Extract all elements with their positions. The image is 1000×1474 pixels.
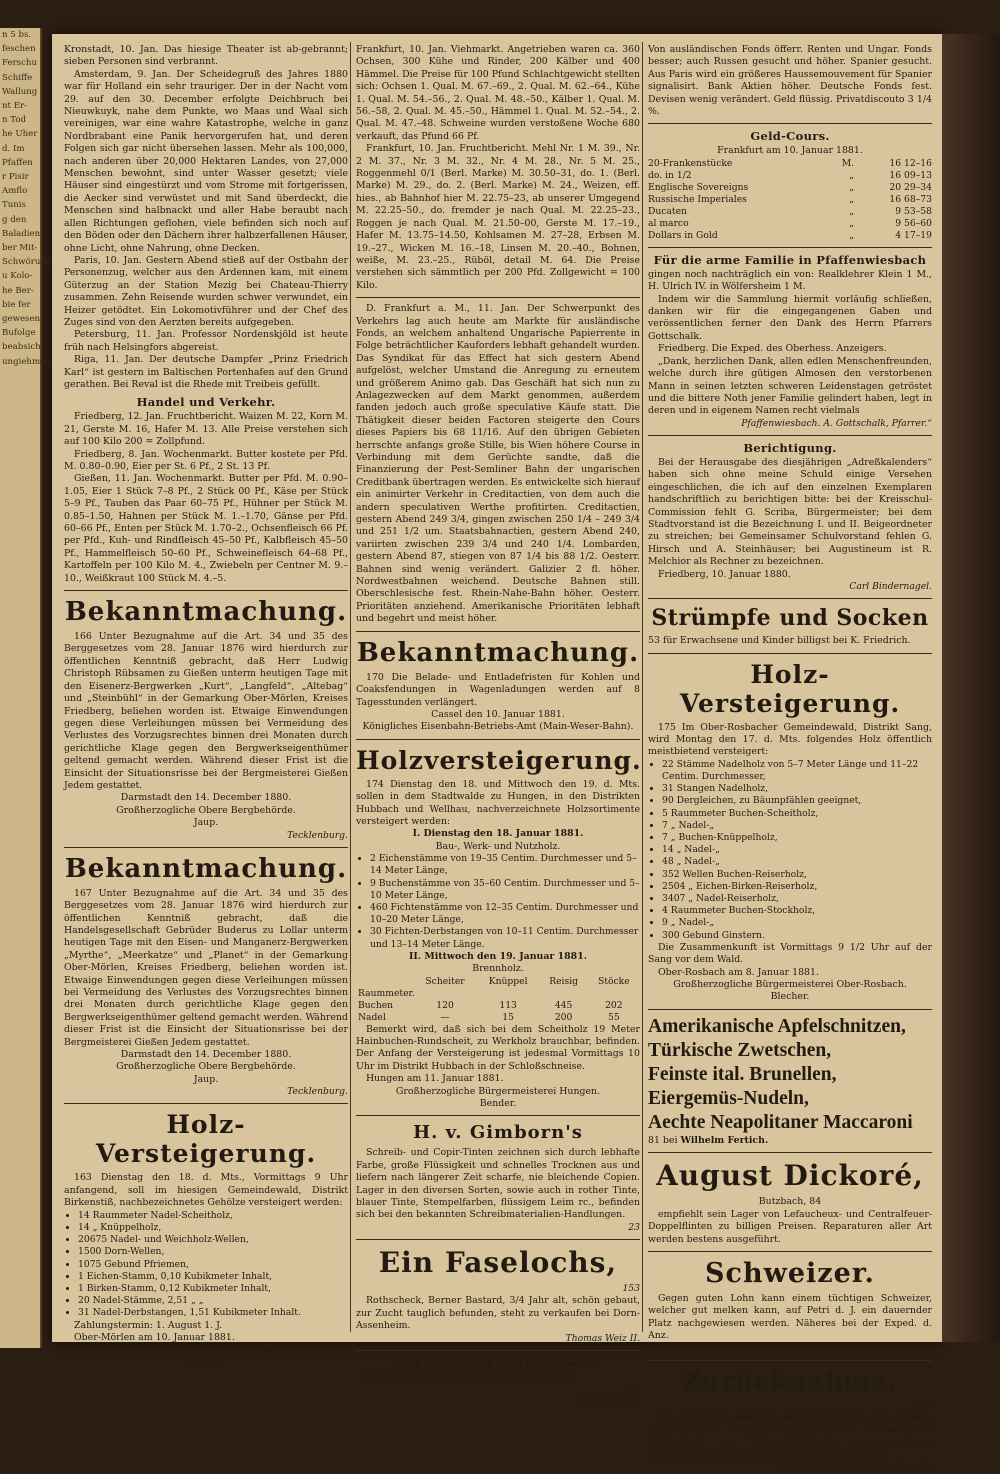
auction-heading: Holzversteigerung.: [356, 745, 642, 775]
table-row: [648, 194, 932, 206]
table-cell: „: [849, 169, 855, 181]
list-item: • 31 Stangen Nadelholz,: [662, 783, 932, 795]
ad-signature: Anton König.: [579, 1396, 640, 1408]
notice-heading: Bekanntmachung.: [64, 853, 348, 884]
margin-fragment: he Ber-: [2, 285, 34, 296]
list-item: • 20675 Nadel- und Weichholz-Wellen,: [78, 1234, 348, 1246]
table-cell: 20 29–34: [889, 181, 932, 193]
notice-authority: Großherzogliche Obere Bergbehörde.: [116, 1061, 296, 1073]
ad-body: (Erstling) ist zu verkaufen bei Ober-Mörlen.: [366, 1371, 576, 1383]
table-cell: „: [849, 193, 855, 205]
auction-name: Bender.: [479, 1098, 517, 1110]
notice-heading: Bekanntmachung.: [64, 597, 348, 628]
notice-date: Darmstadt den 14. December 1880.: [120, 1049, 292, 1061]
market-report: Frankfurt, 10. Jan. Viehmarkt. Angetrieben waren ca. 360 Ochsen, 300 Kühe und Rinder, 200 Kälber und 400 Hämmel. Die Preise für 100 Pfund Schlachtgewicht stellten sich: Ochsen 1. Qual. M. 67.–69., 2. Qual. M. 62.–64., Kühe 1. Qual. M. 54.–56., 2. Qual. M. 48.–50., Kälber 1. Qual. M. 56.–58, 2. Qual. M. 45.–50., Hämmel 1. Qual. M. 52.–54., 2. Qual. M. 47.–48. Schweine wurden verstoßene Woche 680 verkauft, das Pfund 66 Pf.: [356, 44, 640, 142]
table-unit: Raummeter.: [358, 987, 415, 999]
market-report: D. Frankfurt a. M., 11. Jan. Der Schwerpunkt des Verkehrs lag auch heute am Markte für ausländische Fonds, an welchem anhaltend Ungarische Papierrente in Folge beträchtlicher Kauforders lebhaft gehandelt wurden. Das Syndikat für das Effect hat sich gestern Abend aufgelöst, welcher Umstand die Anregung zu erneutem und größerem Animo gab. Das Geschäft hat sich nun zu Anlagezwecken auf dem Markt genommen, außerdem fanden jedoch auch große speculative Käufe statt. Die Thätigkeit dieser beiden Factoren steigerte den Cours dieses Papiers bis 68 11/16. Auf den übrigen Gebieten herrschte anfangs große Stille, bis Wien höhere Course in Verbindung mit dem Gerüchte sandte, daß die Finanzierung der Pest-Semliner Bahn der ungarischen Creditbank übertragen werden. Es entwickelte sich hierauf ein animirter Verkehr in Creditactien, von dem auch die andern speculativen Werthe profitirten. Creditactien, gestern Abend 249 3/4, gingen zwischen 250 1/4 – 249 3/4 und 251 1/2 um. Staatsbahnactien, gestern Abend 240, variirten zwischen 239 3/4 und 240 1/4. Lombarden, gestern Abend 87, stiegen von 87 1/4 bis 88 1/2. Oesterr. Bahnen sind wenig verändert. Galizier 2 fl. höher. Nordwestbahnen weichend. Deutsche Bahnen still. Oberschlesische fest. Rhein-Nahe-Bahn höher. Oesterr. Prioritäten anziehend. Amerikanische Prioritäten lebhaft und begehrt und meist höher.: [356, 303, 640, 625]
table-cell: do. in 1/2: [648, 169, 692, 181]
divider: [64, 1103, 348, 1104]
list-item: • 22 Stämme Nadelholz von 5–7 Meter Länge und 11–22 Centim. Durchmesser,: [662, 759, 932, 783]
table-header-row: [356, 976, 640, 988]
auction-body: 163 Dienstag den 18. d. Mts., Vormittags 9 Uhr anfangend, soll im hiesigen Gemeindewald, Distrikt Birkenstiß, nachbezeichnetes Gehölze versteigert werden:: [64, 1172, 348, 1209]
list-item: • 5 Raummeter Buchen-Scheitholz,: [662, 808, 932, 820]
ad-heading: Ein Faselochs,: [378, 1246, 618, 1280]
margin-fragment: Schwörung: [2, 257, 52, 268]
notice-name: Jaup.: [193, 1073, 219, 1085]
margin-fragment: bie fer: [2, 299, 31, 310]
column-3: [648, 44, 932, 1474]
margin-fragment: Wallung: [2, 86, 38, 97]
section-heading: Geld-Cours.: [750, 129, 830, 144]
list-item: • 2 Eichenstämme von 19–35 Centim. Durchmesser und 5–14 Meter Länge,: [370, 853, 640, 877]
table-header-cell: Stöcke: [598, 975, 630, 987]
ad-number: 156: [914, 1342, 932, 1354]
auction-authority: Großherzogliche Bürgermeisterei Ober-Mörlen.: [92, 1344, 320, 1356]
divider: [648, 247, 932, 248]
list-item: • 9 „ Nadel-„: [662, 917, 932, 929]
table-cell: 16 68–73: [889, 193, 932, 205]
section-heading: Berichtigung.: [743, 440, 837, 455]
auction-day: II. Mittwoch den 19. Januar 1881.: [409, 950, 587, 962]
table-header-cell: [356, 976, 413, 988]
margin-fragment: d. Im: [2, 143, 25, 154]
news-item: Riga, 11. Jan. Der deutsche Dampfer „Prinz Friedrich Karl“ ist gestern im Baltischen Portenhafen auf den Grund gerathen. Bei Reval ist die Rhede mit Treibeis gefüllt.: [64, 354, 348, 390]
divider: [64, 847, 348, 848]
notice-body: 166 Unter Bezugnahme auf die Art. 34 und 35 des Berggesetzes vom 28. Januar 1876 wird hierdurch zur öffentlichen Kenntniß gebracht, daß Herr Ludwig Christoph Rübsamen zu Gießen unterm heutigen Tage mit den Eisenerz-Bergwerken „Kurt“, „Langfeld“, „Altebag“ und „Steinbühl“ in der Gemarkung Ober-Mörlen, Kreises Friedberg, beliehen worden ist. Etwaige Einwendungen gegen diese Verleihungen müssen bei Vermeidung des Verlustes des Vorzugsrechtes binnen drei Monaten durch gerichtliche Klage gegen den Bergwerkseigenthümer geltend gemacht werden. Während dieser Frist ist die Einsicht der Situationsrisse bei der Bergmeisterei Gießen Jedem gestattet.: [64, 631, 348, 791]
notice-date: Friedberg, 10. Januar 1880.: [658, 568, 791, 580]
table-row: [648, 158, 932, 170]
ad-line: Türkische Zwetschen,: [648, 1039, 832, 1061]
table-header-cell: Scheiter: [425, 975, 465, 987]
column-1: [64, 44, 348, 1369]
ad-place: [648, 1196, 932, 1208]
table-cell: M.: [841, 157, 855, 169]
notice-date: Darmstadt den 14. December 1880.: [120, 792, 292, 804]
table-cell: Ducaten: [648, 205, 687, 217]
divider: [648, 123, 932, 124]
list-item: • 14 „ Nadel-„: [662, 844, 932, 856]
auction-body: 175 Im Ober-Rosbacher Gemeindewald, Distrikt Sang, wird Montag den 17. d. Mts. folgendes Holz öffentlich meistbietend versteigert:: [648, 721, 932, 758]
table-cell: 16 09–13: [889, 169, 932, 181]
list-item: • 460 Fichtenstämme von 12–35 Centim. Durchmesser und 10–20 Meter Länge,: [370, 902, 640, 926]
table-row: [648, 206, 932, 218]
table-cell: 16 12–16: [889, 157, 932, 169]
table-cell: al marco: [648, 217, 689, 229]
ad-line: Amerikanische Apfelschnitzen,: [648, 1015, 906, 1037]
payment-term: Zahlungstermin: 1. August 1. J.: [74, 1319, 223, 1331]
news-item: Amsterdam, 9. Jan. Der Scheidegruß des Jahres 1880 war für Holland ein sehr trauriger. Der in der Nacht vom 29. auf den 30. December erfolgte Deichbruch bei Nieuwkuyk, nahe dem Punkte, wo Maas und Waal sich vereinigen, war eine wahre Katastrophe, welche in ganz Nordbrabant eine Panik hervorgerufen hat, und deren Folgen sich gar nicht übersehen lassen. Mehr als 100,000, nach anderen über 20,000 Hektaren Landes, von 27,000 Menschen bewohnt, sind unter Wasser gesetzt; viele Häuser sind eingestürzt und vom Strome mit fortgerissen, die Aecker sind verwüstet und mit Sand überdeckt, die Menschen sind halbnackt und aller Habe beraubt nach allen Richtungen geflohen, viele befinden sich noch auf den Böden oder den Dächern ihrer halbzerfallenen Häuser, ohne Licht, ohne Nahrung, ohne Decken.: [64, 68, 348, 254]
ad-body: Gegen guten Lohn kann einem tüchtigen Schweizer, welcher gut melken kann, auf Petri d. J. ein dauernder Platz nachgewiesen werden. Näheres bei der Exped. d. Anz.: [648, 1292, 932, 1342]
auction-heading: Holz-Versteigerung.: [95, 1110, 317, 1169]
column-2: [356, 44, 640, 1409]
divider: [648, 1009, 932, 1010]
table-cell: Dollars in Gold: [648, 229, 718, 241]
ad-signature: Thomas Weiz II.: [565, 1332, 640, 1344]
divider: [356, 739, 640, 740]
market-report: Von ausländischen Fonds öfferr. Renten und Ungar. Fonds besser; auch Russen gesucht und höher. Spanier gesucht. Aus Paris wird ein größeres Haussemouvement für Spanier signalisirt. Bank Aktien höher. Deutsche Fonds fest. Devisen wenig verändert. Geld flüssig. Privatdiscouto 3 1/4 %.: [648, 44, 932, 118]
table-cell: Nadel: [358, 1011, 386, 1023]
list-item: • 9 Buchenstämme von 35–60 Centim. Durchmesser und 5–10 Meter Länge,: [370, 878, 640, 902]
exchange-table: [648, 158, 932, 242]
notice-authority: Königliches Eisenbahn-Betriebs-Amt (Main-Weser-Bahn).: [362, 721, 634, 733]
auction-body: 174 Dienstag den 18. und Mittwoch den 19. d. Mts. sollen in dem Stadtwalde zu Hungen, in den Distrikten Hubbach und Wellhau, nachverzeichnete Holzsortimente versteigert werden:: [356, 778, 640, 827]
ad-body: empfiehlt sein Lager von Lefaucheux- und Centralfeuer-Doppelflinten zu billigen Preisen. Reparaturen aller Art werden bestens ausgeführt.: [648, 1208, 932, 1245]
list-item: • 352 Wellen Buchen-Reiserholz,: [662, 869, 932, 881]
auction-note: Bemerkt wird, daß sich bei dem Scheitholz 19 Meter Hainbuchen-Rundscheit, zu Werkholz brauchbar, befinden. Der Anfang der Versteigerung ist jedesmal Vormittags 10 Uhr im Distrikt Hubbach in der Schloßschneise.: [356, 1023, 640, 1072]
table-cell: 200: [554, 1011, 573, 1023]
column-rule: [350, 42, 351, 1332]
wood-lot-list: [356, 853, 640, 951]
list-item: • 300 Gebund Ginstern.: [662, 930, 932, 942]
margin-fragment: g den: [2, 214, 27, 225]
ad-body: 53 für Erwachsene und Kinder billigst bei K. Friedrich.: [648, 635, 911, 647]
notice-body: „Dank, herzlichen Dank, allen edlen Menschenfreunden, welche durch ihre gütigen Almosen den verstorbenen Mann in seinen letzten schweren Leidenstagen getröstet und die bittere Noth jener Familie gelindert haben, legt in deren und in eigenem Namen recht vielmals: [648, 355, 932, 417]
ad-number: 84: [809, 1196, 822, 1208]
margin-fragment: feschen: [2, 44, 36, 55]
notice-body: gingen noch nachträglich ein von: Realklehrer Klein 1 M., H. Ulrich IV. in Wölfersheim 1 M.: [648, 268, 932, 293]
list-item: • 7 „ Nadel-„: [662, 820, 932, 832]
table-cell: 20-Frankenstücke: [648, 157, 733, 169]
wood-lot-list: [648, 759, 932, 942]
ad-number: 81: [648, 1134, 660, 1146]
notice-authority: Großherzogliche Obere Bergbehörde.: [116, 804, 296, 816]
notice-signature: Tecklenburg.: [287, 829, 348, 841]
ad-line: Feinste ital. Brunellen,: [648, 1063, 837, 1085]
market-report: Frankfurt, 10. Jan. Fruchtbericht. Mehl Nr. 1 M. 39., Nr. 2 M. 37., Nr. 3 M. 32., Nr. 4 M. 28., Nr. 5 M. 25., Roggenmehl 0/1 (Berl. Marke) M. 30.50–31, do. 1. (Berl. Marke) M. 29., do. 2. (Berl. Marke) M. 24., Weizen, eff. hies., ab Bahnhof hier M. 22.75–23, ab unserer Umgegend M. 22.25–50., do. fremder je nach Qual. M. 22.25–23., Roggen je nach Qual. M. 21.50–00, Gerste M. 17.–19., Hafer M. 13.75–14.50, Kohlsamen M. 27–28, Erbsen M. 19.–27., Wicken M. 16.–18, Linsen M. 20.–40., Bohnen, weiße, M. 23.–25., Rüböl, detail M. 64. Die Preise verstehen sich sämmtlich per 200 Pfd. Zollgewicht = 100 Kilo.: [356, 143, 640, 291]
list-item: • 1 Eichen-Stamm, 0,10 Kubikmeter Inhalt,: [78, 1271, 348, 1283]
table-cell: 15: [502, 1011, 514, 1023]
table-cell: 120: [436, 999, 454, 1011]
divider: [356, 1115, 640, 1116]
divider: [356, 297, 640, 298]
section-heading: Handel und Verkehr.: [136, 395, 276, 410]
margin-fragment: u Kolo-: [2, 271, 33, 282]
wood-table: [356, 976, 640, 1024]
table-header-cell: Knüppel: [488, 975, 528, 987]
margin-fragment: n 5 bs.: [2, 30, 32, 40]
wood-lot-list: [64, 1210, 348, 1320]
notice-body: 170 Die Belade- und Entladefristen für Kohlen und Coaksfendungen in Wagenladungen werden auf 8 Tagesstunden verlängert.: [356, 671, 640, 708]
list-item: • 31 Nadel-Derbstangen, 1,51 Kubikmeter Inhalt.: [78, 1307, 348, 1319]
divider: [356, 631, 640, 632]
auction-subheading: Bau-, Werk- und Nutzholz.: [435, 840, 561, 852]
ad-signature: Wilhelm Fertich.: [680, 1134, 769, 1146]
margin-fragment: Tunis: [2, 200, 26, 211]
list-item: • 2504 „ Eichen-Birken-Reiserholz,: [662, 881, 932, 893]
ad-number: 158: [622, 1384, 640, 1396]
table-cell: 202: [605, 999, 623, 1011]
divider: [648, 435, 932, 436]
table-row: [356, 1000, 640, 1012]
table-cell: —: [440, 1011, 450, 1023]
ad-line: Eiergemüs-Nudeln,: [648, 1087, 809, 1109]
auction-date: Ober-Mörlen am 10. Januar 1881.: [74, 1331, 235, 1343]
list-item: • 30 Fichten-Derbstangen von 10–11 Centim. Durchmesser und 13–14 Meter Länge.: [370, 926, 640, 950]
ad-body: Die gegen die Heinrich Schmidt Ehefrau von Nieder-Wöllstadt vor einigen Wochen in der Bauhausschen Wirthschaft zu Nieder-Wöllstadt ausgesprochene Beleidigung nehme ich als unwahr hiermit zurück.: [648, 1411, 932, 1461]
list-item: • 14 „ Knüppelholz,: [78, 1222, 348, 1234]
margin-fragment: nt Er-: [2, 101, 28, 112]
divider: [648, 1360, 932, 1361]
margin-fragment: Baladien: [2, 228, 41, 239]
notice-body: Bei der Herausgabe des diesjährigen „Adreßkalenders“ haben sich ohne meine Schuld einige Versehen eingeschlichen, die ich auf den einzelnen Exemplaren handschriftlich zu berichtigen bitte: bei der Kreisschul-Commission fehlt G. Scriba, Bürgermeister; bei dem Stadtvorstand ist die Bezeichnung I. und II. Beigeordneter zu streichen; bei Gemeinsamer Schulvorstand fehlen G. Hirsch und A. Steinhäuser; bei Augustineum ist R. Melchior als Rechner zu bezeichnen.: [648, 456, 932, 568]
ad-body: Rothscheck, Berner Bastard, 3/4 Jahr alt, schön gebaut, zur Zucht tauglich befunden, steht zu verkaufen bei Dorn-Assenheim.: [356, 1295, 640, 1332]
news-item: Paris, 10. Jan. Gestern Abend stieß auf der Ostbahn der Personenzug, welcher aus den Ardennen kam, mit einem Güterzug an der Station Mezig bei Chateau-Thierry zusammen. Zehn Reisende wurden schwer verwundet, ein Heizer getödtet. Ein Lokomotivführer und der Chef des Zuges sind von den Aerzten bereits aufgegeben.: [64, 254, 348, 328]
notice-signature: Carl Bindernagel.: [849, 580, 932, 592]
table-cell: „: [849, 181, 855, 193]
table-cell: „: [849, 229, 855, 241]
list-item: • 48 „ Nadel-„: [662, 856, 932, 868]
notice-name: Jaup.: [193, 817, 219, 829]
table-row: [648, 218, 932, 230]
list-item: • 1500 Dorn-Wellen,: [78, 1246, 348, 1258]
table-cell: „: [849, 205, 855, 217]
list-item: • 90 Dergleichen, zu Bäumpfählen geeignet,: [662, 795, 932, 807]
ad-heading: H. v. Gimborn's: [413, 1122, 583, 1144]
ad-place-name: Butzbach,: [758, 1196, 807, 1208]
table-row: [648, 230, 932, 242]
table-cell: 9 56–60: [895, 217, 932, 229]
table-cell: Englische Sovereigns: [648, 181, 749, 193]
margin-fragment: Ferschu: [2, 58, 37, 69]
notice-body: Indem wir die Sammlung hiermit vorläufig schließen, danken wir für die eingegangenen Gaben und verössentlichen ferner den Dank des Herrn Pfarrers Gottschalk.: [648, 293, 932, 342]
ad-word: bei: [662, 1134, 678, 1146]
divider: [648, 598, 932, 599]
auction-name: Jeckel.: [190, 1356, 222, 1368]
divider: [356, 1350, 640, 1351]
list-item: • 20 Nadel-Stämme, 2,51 „ „: [78, 1295, 348, 1307]
ad-footer: [648, 1135, 932, 1147]
divider: [648, 1251, 932, 1252]
notice-heading: Bekanntmachung.: [356, 637, 640, 668]
news-item: Petersburg, 11. Jan. Professor Nordenskjöld ist heute früh nach Helsingfors abgereist.: [64, 329, 348, 353]
ad-number: 23: [628, 1221, 640, 1233]
divider: [648, 653, 932, 654]
notice-date: Cassel den 10. Januar 1881.: [431, 708, 565, 720]
table-cell: 113: [499, 999, 517, 1011]
ad-body: Schreib- und Copir-Tinten zeichnen sich durch lebhafte Farbe, große Flüssigkeit und schnelles Trocknen aus und liefern nach längerer Zeit scharfe, nie bleichende Copien. Lager in den diversen Sorten, sowie auch in rother Tinte, blauer Tinte, Stempelfarben, flüssigem Leim rc., befinden sich bei den bekannten Schreibmaterialien-Handlungen.: [356, 1147, 640, 1221]
margin-fragment: r Pisir: [2, 172, 29, 183]
ad-number: 152: [914, 1399, 932, 1411]
auction-date: Hungen am 11. Januar 1881.: [366, 1073, 504, 1085]
ad-number: 153: [622, 1283, 640, 1295]
margin-fragment: ungiehmen: [2, 356, 51, 367]
margin-fragment: he Uher: [2, 129, 38, 140]
margin-fragment: Schiffe: [2, 72, 33, 83]
table-cell: 55: [607, 1011, 620, 1023]
table-body: [356, 1000, 640, 1024]
market-report: Friedberg, 8. Jan. Wochenmarkt. Butter kostete per Pfd. M. 0.80–0.90, Eier per St. 6 Pf., 2 St. 13 Pf.: [64, 448, 348, 472]
list-item: • 7 „ Buchen-Knüppelholz,: [662, 832, 932, 844]
notice-body: 167 Unter Bezugnahme auf die Art. 34 und 35 des Berggesetzes vom 28. Januar 1876 wird hierdurch zur öffentlichen Kenntniß gebracht, daß die Handelsgesellschaft Gebrüder Buderus zu Lollar unterm heutigen Tage mit den Eisen- und Manganerz-Bergwerken „Myrthe“, „Meerkatze“ und „Planet“ in der Gemarkung Ober-Mörlen, Kreises Friedberg, beliehen worden ist. Etwaige Einwendungen gegen diese Verleihungen müssen bei Vermeidung des Verlustes des Vorzugsrechtes binnen drei Monaten durch gerichtliche Klage gegen den Bergwerkseigenthümer geltend gemacht werden. Während dieser Frist ist die Einsicht der Situationsrisse bei der Bergmeisterei Gießen Jedem gestattet.: [64, 887, 348, 1048]
book-edge: [942, 34, 1000, 1342]
ad-signature: Nieder-Wöllstadt. Moritz Strauß.: [779, 1461, 932, 1473]
auction-date: Ober-Rosbach am 8. Januar 1881.: [658, 966, 819, 978]
list-item: • 3407 „ Nadel-Reiserholz,: [662, 893, 932, 905]
divider: [356, 1239, 640, 1240]
margin-fragment: beabsich: [2, 342, 41, 353]
newspaper-page: [52, 34, 942, 1473]
divider: [64, 590, 348, 591]
table-cell: Buchen: [358, 999, 394, 1011]
ad-line: Aechte Neapolitaner Maccaroni: [648, 1111, 913, 1133]
table-cell: 445: [554, 999, 573, 1011]
grocery-ad: [648, 1015, 932, 1135]
market-report: Friedberg, 12. Jan. Fruchtbericht. Waizen M. 22, Korn M. 21, Gerste M. 16, Hafer M. 13. Alle Preise verstehen sich auf 100 Kilo 200 = Zollpfund.: [64, 411, 348, 448]
table-cell: „: [849, 217, 855, 229]
table-row: [356, 1012, 640, 1024]
divider: [648, 1152, 932, 1153]
list-item: • 1075 Gebund Pfriemen,: [78, 1259, 348, 1271]
margin-fragment: gewesen: [2, 314, 41, 325]
table-row: [648, 182, 932, 194]
table-unit-row: [356, 988, 640, 1000]
auction-subheading: Brennholz.: [472, 963, 524, 975]
table-cell: Russische Imperiales: [648, 193, 747, 205]
auction-day: I. Dienstag den 18. Januar 1881.: [412, 828, 584, 840]
market-report: Gießen, 11. Jan. Wochenmarkt. Butter per Pfd. M. 0.90–1.05, Eier 1 Stück 7–8 Pf., 2 Stück 00 Pf., Käse per Stück 5–9 Pf., Tauben das Paar 60–75 Pf., Hühner per Stück M. 0.85–1.50, Hahnen per Stück M. 1.–1.70, Gänse per Pfd. 60–66 Pf., Enten per Stück M. 1.70–2., Ochsenfleisch 66 Pf. per Pfd., Kuh- und Rindfleisch 45–50 Pf., Kalbfleisch 45–50 Pf., Hammelfleisch 50–60 Pf., Schweinefleisch 64–68 Pf., Kartoffeln per 100 Kilo M. 4., Zwiebeln per Centner M. 9.–10., Weißkraut 100 Stück M. 4.–5.: [64, 473, 348, 584]
column-rule: [642, 42, 643, 1332]
facing-page-edge: [0, 28, 52, 1348]
ad-heading: August Dickoré,: [656, 1159, 924, 1193]
auction-note: Die Zusammenkunft ist Vormittags 9 1/2 Uhr auf der Sang vor dem Wald.: [648, 941, 932, 966]
margin-fragment: Pfaffen: [2, 157, 33, 168]
notice-signature: Pfaffenwiesbach. A. Gottschalk, Pfarrer.“: [741, 417, 932, 429]
auction-authority: Großherzogliche Bürgermeisterei Ober-Rosbach.: [673, 979, 907, 991]
ad-heading: Ein trächtiges Mutterschwein: [397, 1355, 599, 1370]
section-heading: Für die arme Familie in Pfaffenwiesbach: [653, 252, 927, 267]
auction-authority: Großherzogliche Bürgermeisterei Hungen.: [395, 1085, 601, 1097]
ad-heading: Zurücknahme.: [682, 1366, 898, 1396]
auction-name: Blecher.: [770, 991, 810, 1003]
margin-fragment: Amflo: [2, 186, 28, 197]
margin-fragment: ber Mit-: [2, 243, 38, 254]
news-item: Kronstadt, 10. Jan. Das hiesige Theater ist ab-gebrannt; sieben Personen sind verbrannt.: [64, 44, 348, 68]
notice-date: Friedberg. Die Exped. des Oberhess. Anzeigers.: [658, 343, 887, 355]
table-cell: 4 17–19: [895, 229, 932, 241]
ad-heading: Strümpfe und Socken: [651, 605, 929, 632]
ad-heading: Schweizer.: [705, 1257, 875, 1289]
notice-signature: Tecklenburg.: [287, 1086, 348, 1098]
margin-fragment: Bufolge: [2, 328, 36, 339]
table-row: [648, 170, 932, 182]
list-item: • 1 Birken-Stamm, 0,12 Kubikmeter Inhalt,: [78, 1283, 348, 1295]
list-item: • 4 Raummeter Buchen-Stockholz,: [662, 905, 932, 917]
table-cell: 9 53–58: [895, 205, 932, 217]
table-header-cell: Reisig: [549, 975, 579, 987]
auction-heading: Holz-Versteigerung.: [679, 659, 901, 718]
margin-fragment: n Tod: [2, 115, 27, 126]
section-subheading: Frankfurt am 10. Januar 1881.: [717, 145, 863, 157]
list-item: • 14 Raummeter Nadel-Scheitholz,: [78, 1210, 348, 1222]
